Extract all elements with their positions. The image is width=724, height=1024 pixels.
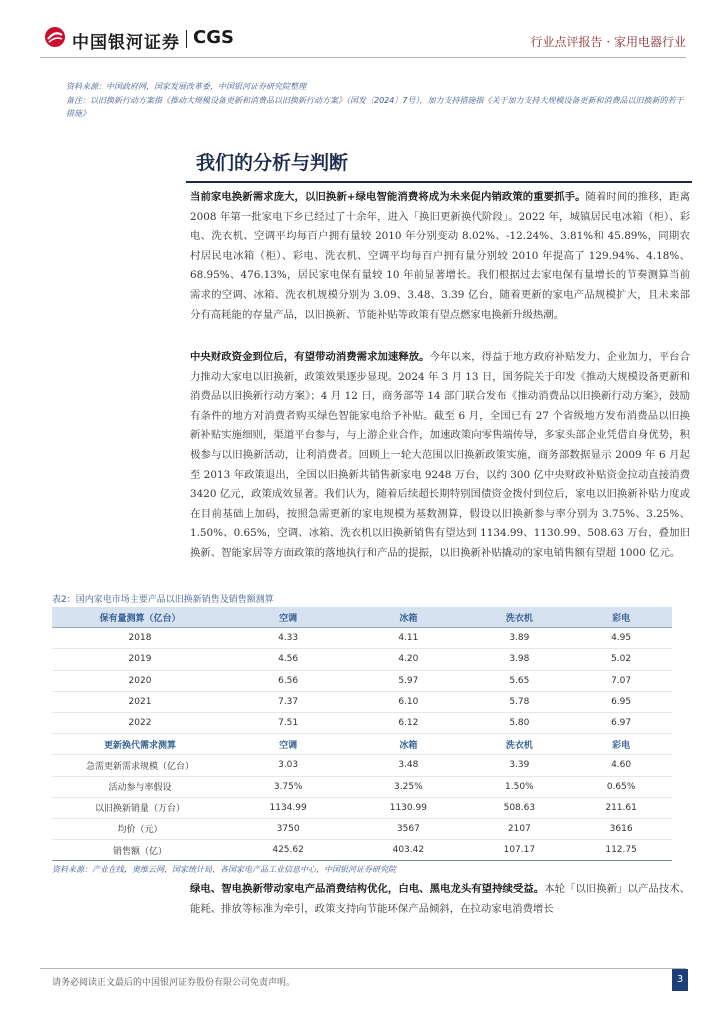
paragraph-2-body: 今年以来，得益于地方政府补贴发力、企业加力，平台合力推动大家电以旧换新，政策效果逐步显现。2024 年 3 月 13 日，国务院关于印发《推动大规模设备更新和消费品以旧换新行动方案》；4 月 12 日，商务部等 14 部门联合发布《推动消费品以旧换新行动方案》，鼓励有条件的地方对消费者购买绿色智能家电给予补贴。截至 6 月，全国已有 27 个省级地方发布消费品以旧换新补贴实施细则，渠道平台参与，与上游企业合作，加速政策向零售端传导，多家头部企业凭借自身优势，积极参与以旧换新活动，让利消费者。回顾上一轮大范围以旧换新政策实施，商务部数据显示 2009 年 6 月起至 2013 年政策退出，全国以旧换新共销售新家电 9248 万台，以约 300 亿中央财政补贴资金拉动直接消费 3420 亿元，政策成效显著。我们认为，随着后续超长期特别国债资金拨付到位后，家电以旧换新补贴力度或在目前基础上加码，按照急需更新的家电规模为基数测算，假设以旧换新参与率分别为 3.75%、3.25%、1.50%、0.65%，空调、冰箱、洗衣机以旧换新销售有望达到 1134.99、1130.99、508.63 万台，叠加旧换新、智能家居等方面政策的落地执行和产品的提振，以旧换新补贴撬动的家电销售额有望超 1000 亿元。 bbox=[190, 351, 690, 559]
table-cell: 3.03 bbox=[228, 755, 348, 776]
table-cell: 1.50% bbox=[468, 776, 570, 797]
table-subheader-cell: 冰箱 bbox=[348, 734, 468, 755]
table-cell: 0.65% bbox=[570, 776, 672, 797]
table-cell: 7.51 bbox=[228, 712, 348, 733]
note-remark: 备注：以旧换新行动方案指《推动大规模设备更新和消费品以旧换新行动方案》（国发〔2024〕7号），加力支持措施指《关于加力支持大规模设备更新和消费品以旧换新的若干措施》 bbox=[66, 96, 684, 118]
table-cell: 5.02 bbox=[570, 649, 672, 670]
paragraph-2-lead: 中央财政资金到位后，有望带动消费需求加速释放。 bbox=[190, 351, 430, 363]
paragraph-1 bbox=[190, 188, 690, 325]
table-cell: 2020 bbox=[52, 670, 228, 691]
section-rule bbox=[186, 181, 692, 183]
table-row bbox=[52, 628, 672, 649]
table-cell: 2022 bbox=[52, 712, 228, 733]
table-header-row bbox=[52, 607, 672, 628]
table-row bbox=[52, 797, 672, 818]
table-cell: 425.62 bbox=[228, 840, 348, 861]
table-subheader-cell: 彩电 bbox=[570, 734, 672, 755]
table-cell: 3.39 bbox=[468, 755, 570, 776]
table-row bbox=[52, 691, 672, 712]
forecast-table bbox=[52, 607, 672, 861]
table-cell: 5.78 bbox=[468, 691, 570, 712]
table-cell: 7.37 bbox=[228, 691, 348, 712]
table-header-cell: 彩电 bbox=[570, 607, 672, 628]
table-cell: 销售额（亿） bbox=[52, 840, 228, 861]
table-cell: 3.75% bbox=[228, 776, 348, 797]
brand-abbr: CGS bbox=[193, 27, 234, 48]
table-subheader-cell: 更新换代需求测算 bbox=[52, 734, 228, 755]
table-cell: 3567 bbox=[348, 818, 468, 839]
table-cell: 4.20 bbox=[348, 649, 468, 670]
table-cell: 以旧换新销量（万台） bbox=[52, 797, 228, 818]
paragraph-3-body: 本轮「以旧换新」以产品技术、能耗、排放等标准为牵引，政策支持向节能环保产品倾斜，在拉动家电消费增长 bbox=[190, 883, 691, 915]
table-cell: 5.80 bbox=[468, 712, 570, 733]
table-cell: 6.10 bbox=[348, 691, 468, 712]
table-cell: 211.61 bbox=[570, 797, 672, 818]
table-cell: 4.95 bbox=[570, 628, 672, 649]
table-cell: 6.56 bbox=[228, 670, 348, 691]
table-row bbox=[52, 712, 672, 733]
brand-divider bbox=[186, 30, 187, 48]
table-cell: 急需更新需求规模（亿台） bbox=[52, 755, 228, 776]
table-header-cell: 冰箱 bbox=[348, 607, 468, 628]
table-cell: 活动参与率假设 bbox=[52, 776, 228, 797]
paragraph-1-body: 随着时间的推移，距离 2008 年第一批家电下乡已经过了十余年，进入「换旧更新换代阶段」。2022 年，城镇居民电冰箱（柜）、彩电、洗衣机、空调平均每百户拥有量较 2010 年分别变动 8.02%、-12.24%、3.81%和 45.89%，同期农村居民电冰箱（柜）、彩电、洗衣机、空调平均每百户拥有量分别较 2010 年提高了 129.94%、4.18%、68.95%、476.13%，居民家电保有量较 10 年前显著增长。我们根据过去家电保有量增长的节奏测算当前需求的空调、冰箱、洗衣机规模分别为 3.09、3.48、3.39 亿台，随着更新的家电产品规模扩大，且未来部分有高耗能的存量产品，以旧换新、节能补贴等政策有望点燃家电换新升级热潮。 bbox=[190, 191, 690, 321]
table-cell: 1134.99 bbox=[228, 797, 348, 818]
table-cell: 4.11 bbox=[348, 628, 468, 649]
table-cell: 1130.99 bbox=[348, 797, 468, 818]
table-subheader-cell: 空调 bbox=[228, 734, 348, 755]
report-type: 行业点评报告 · 家用电器行业 bbox=[530, 35, 686, 49]
table-cell: 2107 bbox=[468, 818, 570, 839]
table-cell: 3.89 bbox=[468, 628, 570, 649]
table-header-cell: 洗衣机 bbox=[468, 607, 570, 628]
table-cell: 403.42 bbox=[348, 840, 468, 861]
table-cell: 6.95 bbox=[570, 691, 672, 712]
table-cell: 3.48 bbox=[348, 755, 468, 776]
table-cell: 6.97 bbox=[570, 712, 672, 733]
table-row bbox=[52, 649, 672, 670]
table-cell: 3.25% bbox=[348, 776, 468, 797]
table-cell: 3.98 bbox=[468, 649, 570, 670]
table-header-cell: 保有量测算（亿台） bbox=[52, 607, 228, 628]
table-cell: 均价（元） bbox=[52, 818, 228, 839]
table-cell: 4.56 bbox=[228, 649, 348, 670]
footer-divider bbox=[40, 968, 686, 969]
table-row bbox=[52, 670, 672, 691]
table-subheader-row bbox=[52, 734, 672, 755]
table-cell: 7.07 bbox=[570, 670, 672, 691]
table-subheader-cell: 洗衣机 bbox=[468, 734, 570, 755]
footer-disclaimer: 请务必阅读正文最后的中国银河证券股份有限公司免责声明。 bbox=[52, 978, 296, 988]
paragraph-3-lead: 绿电、智电换新带动家电产品消费结构优化，白电、黑电龙头有望持续受益。 bbox=[190, 883, 545, 895]
table-cell: 2019 bbox=[52, 649, 228, 670]
header-divider bbox=[40, 57, 686, 58]
table-cell: 3750 bbox=[228, 818, 348, 839]
table-row bbox=[52, 776, 672, 797]
table-row bbox=[52, 818, 672, 839]
table-row bbox=[52, 840, 672, 861]
note-source: 资料来源：中国政府网，国家发展改革委，中国银河证券研究院整理 bbox=[66, 82, 306, 91]
paragraph-3 bbox=[190, 880, 690, 919]
table-cell: 107.17 bbox=[468, 840, 570, 861]
table-cell: 5.97 bbox=[348, 670, 468, 691]
table-cell: 6.12 bbox=[348, 712, 468, 733]
table-cell: 4.60 bbox=[570, 755, 672, 776]
table-source: 资料来源：产业在线，奥维云网，国家统计局，各国家电产品工业信息中心，中国银河证券研究院 bbox=[52, 865, 396, 874]
section-title: 我们的分析与判断 bbox=[196, 152, 349, 174]
table-header-cell: 空调 bbox=[228, 607, 348, 628]
table-row bbox=[52, 755, 672, 776]
table-cell: 4.33 bbox=[228, 628, 348, 649]
table-cell: 2021 bbox=[52, 691, 228, 712]
table-cell: 112.75 bbox=[570, 840, 672, 861]
galaxy-logo-icon bbox=[44, 26, 66, 48]
table-cell: 3616 bbox=[570, 818, 672, 839]
table-cell: 5.65 bbox=[468, 670, 570, 691]
paragraph-1-lead: 当前家电换新需求庞大，以旧换新+绿电智能消费将成为未来促内销政策的重要抓手。 bbox=[190, 191, 586, 203]
page-number: 3 bbox=[672, 969, 688, 991]
table-cell: 2018 bbox=[52, 628, 228, 649]
table-caption: 表2：国内家电市场主要产品以旧换新销售及销售额测算 bbox=[52, 595, 274, 605]
paragraph-2 bbox=[190, 348, 690, 564]
table-cell: 508.63 bbox=[468, 797, 570, 818]
brand-name: 中国银河证券 bbox=[72, 33, 180, 53]
